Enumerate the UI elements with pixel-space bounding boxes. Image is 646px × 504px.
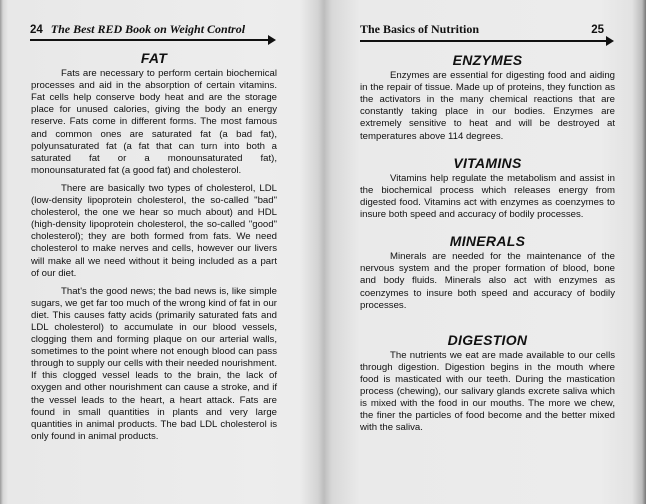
minerals-paragraph: Minerals are needed for the maintenance of the nervous system and the proper formation of blood, bone and body fluids. Minerals also act with enzymes as coenzymes to insure both speed and accuracy of bodily processes. bbox=[360, 251, 615, 311]
heading-vitamins: VITAMINS bbox=[453, 154, 522, 171]
fat-paragraph-3: That's the good news; the bad news is, like simple sugars, we get far too much of the wrong kind of fat in our diet. This causes fatty acids (primarily saturated fats and LDL cholesterol) to accumulate in our blood vessels, clogging them and forming plaque on our arterial walls, sometimes to the point where not enough blood can pass through to supply our cells with their needed nourishment. If this clogged vessel leads to the brain, the lack of oxygen and other nourishment can cause a stroke, and if the vessel leads to the heart, a heart attack. Fats are found in small quantities in plants and very large quantities in animal products. The bad LDL cholesterol is only found in animal products. bbox=[31, 285, 277, 442]
heading-minerals: MINERALS bbox=[449, 233, 526, 250]
right-running-title: The Basics of Nutrition bbox=[360, 22, 480, 36]
section-minerals bbox=[360, 235, 615, 312]
right-running-head bbox=[360, 22, 612, 37]
right-header-rule bbox=[360, 40, 612, 42]
fat-paragraph-2: There are basically two types of cholesterol, LDL (low-density lipoprotein cholesterol, the so-called "bad" cholesterol, the one we hear so much about) and HDL (high-density lipoprotein cholesterol, the so-called "good" cholesterol); they are both formed from fats. We need cholesterol to make nerves and cells, however our livers will make all we need without it being included as a part of our diet. bbox=[31, 182, 277, 279]
left-page bbox=[0, 0, 318, 504]
left-running-head bbox=[30, 22, 278, 37]
right-page-body bbox=[360, 54, 615, 448]
left-page-body bbox=[31, 52, 277, 449]
heading-fat: FAT bbox=[140, 50, 168, 66]
enzymes-paragraph: Enzymes are essential for digesting food and aiding in the repair of tissue. Made up of proteins, they function as the activators in the many chemical reactions that are constantly taking place in our bodies. Enzymes are extremely sensitive to heat and will be destroyed at temperatures above 114 degrees. bbox=[360, 70, 615, 142]
digestion-paragraph: The nutrients we eat are made available to our cells through digestion. Digestion begins in the mouth where food is masticated with our teeth. During the mastication process (chewing), our salivary glands excrete saliva which is mixed with the food in our mouths. The more we chew, the finer the particles of food become and the better mixed with the saliva. bbox=[360, 349, 615, 434]
vitamins-paragraph: Vitamins help regulate the metabolism and assist in the biochemical process which releases energy from digested food. Vitamins act with enzymes as coenzymes to insure both speed and accuracy of bodily processes. bbox=[360, 172, 615, 221]
section-enzymes bbox=[360, 54, 615, 143]
fat-paragraph-1: Fats are necessary to perform certain biochemical processes and aid in the absorption of certain vitamins. Fat cells help conserve body heat and are the storage place for unused calories, giving the body an energy reserve. Fats come in different forms. The most famous and common ones are saturated fat (a bad fat), polyunsaturated fat (a fat that can turn into both a saturated fat or a monounsaturated fat), monounsaturated fat (a good fat) and cholesterol. bbox=[31, 68, 277, 176]
right-page-number: 25 bbox=[591, 24, 604, 36]
heading-enzymes: ENZYMES bbox=[452, 52, 523, 68]
section-vitamins bbox=[360, 154, 615, 221]
section-digestion bbox=[360, 331, 615, 435]
left-running-title: The Best RED Book on Weight Control bbox=[50, 22, 246, 36]
right-page bbox=[330, 0, 646, 504]
left-header-arrow-rule bbox=[30, 39, 274, 41]
heading-digestion: DIGESTION bbox=[447, 331, 528, 348]
left-page-number: 24 bbox=[30, 24, 43, 36]
